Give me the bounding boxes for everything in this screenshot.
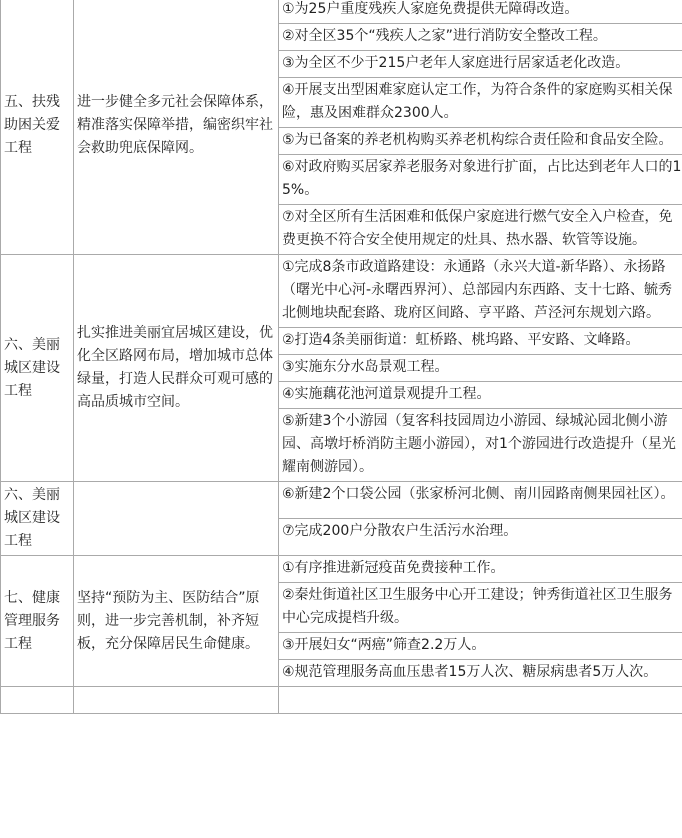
table-row (1, 687, 682, 714)
task-cell: ②打造4条美丽街道：虹桥路、桃坞路、平安路、文峰路。 (279, 328, 682, 355)
empty-cell (279, 687, 682, 714)
task-cell: ①为25户重度残疾人家庭免费提供无障碍改造。 (279, 0, 682, 24)
table-row (1, 0, 682, 24)
task-cell: ②秦灶街道社区卫生服务中心开工建设；钟秀街道社区卫生服务中心完成提档升级。 (279, 583, 682, 633)
category-cell: 六、美丽城区建设工程 (1, 482, 74, 556)
category-cell: 七、健康管理服务工程 (1, 556, 74, 687)
task-cell: ④规范管理服务高血压患者15万人次、糖尿病患者5万人次。 (279, 660, 682, 687)
table-row (1, 255, 682, 328)
goal-cell: 扎实推进美丽宜居城区建设，优化全区路网布局，增加城市总体绿量，打造人民群众可观可感的高品质城市空间。 (74, 255, 279, 482)
task-cell: ①有序推进新冠疫苗免费接种工作。 (279, 556, 682, 583)
task-cell: ③为全区不少于215户老年人家庭进行居家适老化改造。 (279, 51, 682, 78)
goal-cell: 坚持“预防为主、医防结合”原则，进一步完善机制，补齐短板，充分保障居民生命健康。 (74, 556, 279, 687)
table-row (1, 556, 682, 583)
task-cell: ②对全区35个“残疾人之家”进行消防安全整改工程。 (279, 24, 682, 51)
task-cell: ⑦完成200户分散农户生活污水治理。 (279, 519, 682, 556)
task-cell: ⑥对政府购买居家养老服务对象进行扩面，占比达到老年人口的15%。 (279, 155, 682, 205)
task-cell: ⑥新建2个口袋公园（张家桥河北侧、南川园路南侧果园社区）。 (279, 482, 682, 519)
task-cell: ④开展支出型困难家庭认定工作，为符合条件的家庭购买相关保险，惠及困难群众2300人。 (279, 78, 682, 128)
task-cell: ③开展妇女“两癌”筛查2.2万人。 (279, 633, 682, 660)
task-cell: ③实施东分水岛景观工程。 (279, 355, 682, 382)
task-cell: ⑤为已备案的养老机构购买养老机构综合责任险和食品安全险。 (279, 128, 682, 155)
empty-cell (1, 687, 74, 714)
category-cell: 六、美丽城区建设工程 (1, 255, 74, 482)
table-row (1, 482, 682, 519)
task-cell: ⑤新建3个小游园（复客科技园周边小游园、绿城沁园北侧小游园、高墩圩桥消防主题小游园），对1个游园进行改造提升（星光耀南侧游园）。 (279, 409, 682, 482)
task-cell: ①完成8条市政道路建设：永通路（永兴大道-新华路）、永扬路（曙光中心河-永曙西界河）、总部园内东西路、支十七路、毓秀北侧地块配套路、珑府区间路、亨平路、芦泾河东规划六路。 (279, 255, 682, 328)
goal-cell: 进一步健全多元社会保障体系，精准落实保障举措，编密织牢社会救助兜底保障网。 (74, 0, 279, 255)
task-cell: ④实施藕花池河道景观提升工程。 (279, 382, 682, 409)
empty-cell (74, 687, 279, 714)
task-cell: ⑦对全区所有生活困难和低保户家庭进行燃气安全入户检查，免费更换不符合安全使用规定的灶具、热水器、软管等设施。 (279, 205, 682, 255)
goal-cell (74, 482, 279, 556)
category-cell: 五、扶残助困关爱工程 (1, 0, 74, 255)
